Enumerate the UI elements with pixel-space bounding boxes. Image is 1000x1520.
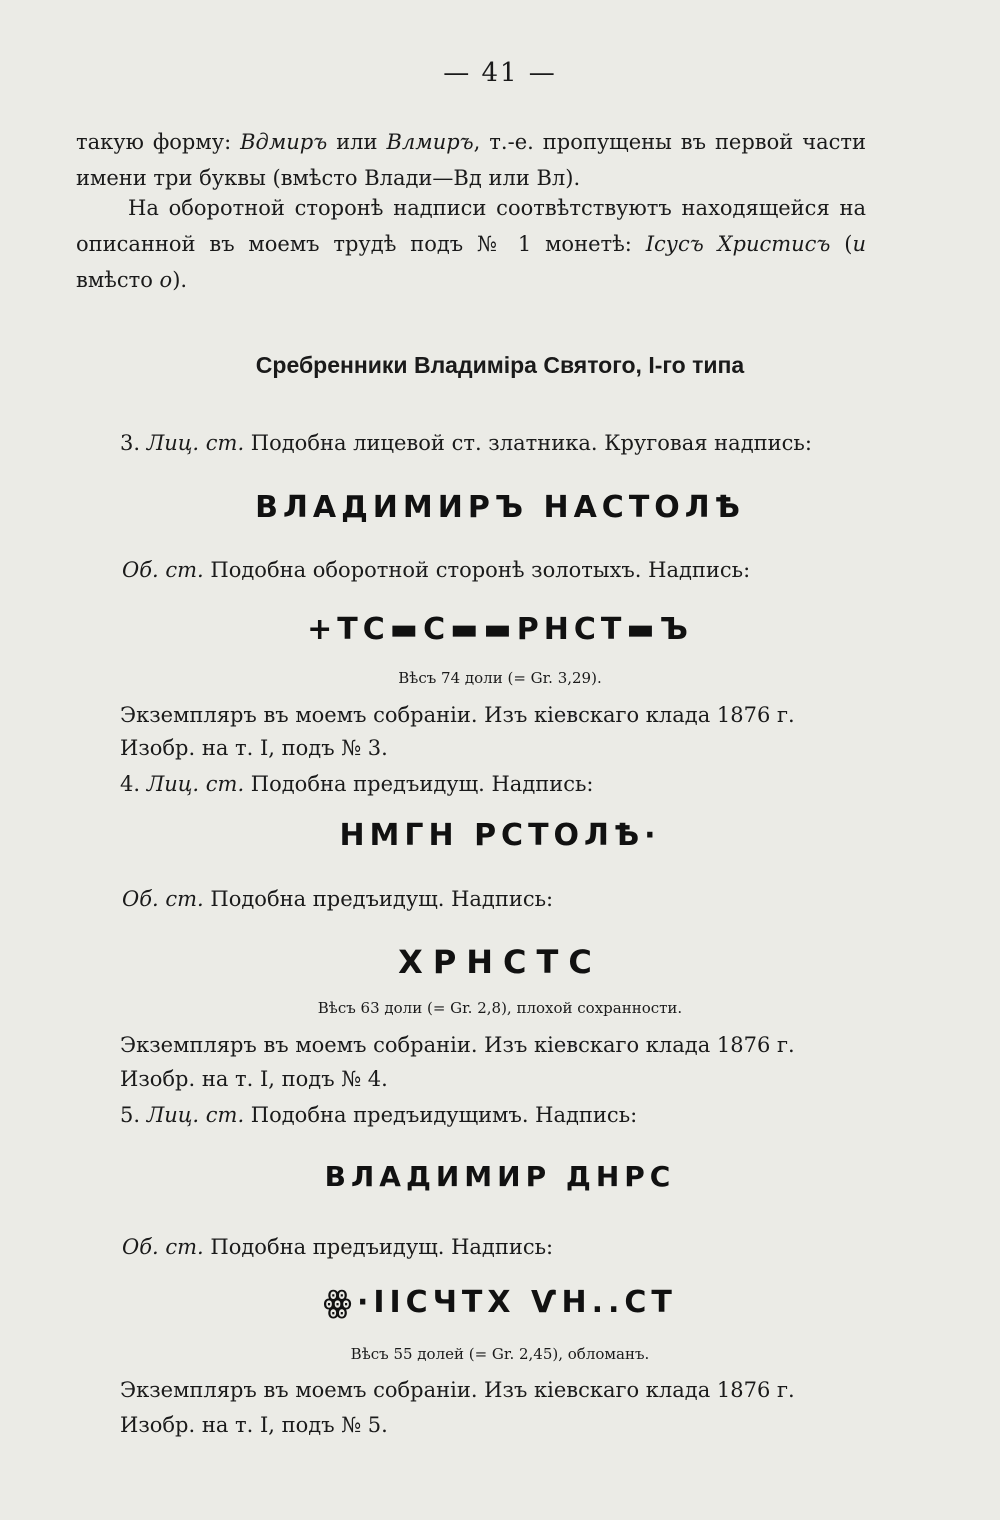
text-run: Подобна предъидущ. Надпись:	[244, 772, 594, 796]
text-run: Подобна предъидущимъ. Надпись:	[244, 1103, 638, 1127]
text-run: вмѣсто	[76, 268, 160, 292]
entry-4-specimen: Экземпляръ въ моемъ собраніи. Изъ кіевскаго клада 1876 г.	[120, 1033, 795, 1057]
entry-3-obverse-desc	[120, 428, 812, 458]
entry-5-specimen: Экземпляръ въ моемъ собраніи. Изъ кіевскаго клада 1876 г.	[120, 1378, 795, 1402]
entry-5-weight: Вѣсъ 55 долей (= Gr. 2,45), обломанъ.	[350, 1345, 650, 1363]
entry-3-weight: Вѣсъ 74 доли (= Gr. 3,29).	[398, 669, 602, 687]
intro-paragraph-1	[76, 124, 866, 196]
text-run: Подобна оборотной сторонѣ золотыхъ. Надпись:	[203, 558, 751, 582]
obverse-abbr: Лиц. ст.	[146, 772, 245, 796]
text-run: ).	[172, 268, 188, 292]
entry-4-reverse-desc	[122, 884, 553, 914]
entry-number: 4.	[120, 772, 147, 796]
entry-4-obverse-desc	[120, 769, 594, 799]
entry-3-specimen: Экземпляръ въ моемъ собраніи. Изъ кіевскаго клада 1876 г.	[120, 703, 795, 727]
obverse-abbr: Лиц. ст.	[146, 1103, 245, 1127]
entry-4-weight: Вѣсъ 63 доли (= Gr. 2,8), плохой сохранности.	[317, 999, 683, 1017]
italic-text: Влмиръ	[386, 130, 474, 154]
reverse-abbr: Об. ст.	[122, 1235, 204, 1259]
text-run: , т.-е. пропущены въ первой части имени три буквы (вмѣсто Влади—Вд или Вл).	[76, 130, 867, 190]
entry-5-obverse-inscription: ВЛАДИМИР ДНРС	[324, 1160, 676, 1193]
entry-3-reverse-desc	[122, 555, 750, 585]
entry-3-reverse-inscription: +ТС▬С▬▬РНСТ▬Ъ	[307, 612, 693, 647]
entry-5-illustration-ref: Изобр. на т. I, подъ № 5.	[120, 1413, 388, 1437]
entry-3-illustration-ref: Изобр. на т. I, подъ № 3.	[120, 736, 388, 760]
text-run: или	[327, 130, 387, 154]
entry-5-reverse-inscription: ꙮ·ІІСЧТХ ѴН..СТ	[323, 1285, 677, 1320]
page-number: — 41 —	[443, 58, 557, 88]
italic-text: о	[159, 268, 173, 292]
text-run: Подобна предъидущ. Надпись:	[203, 1235, 554, 1259]
entry-5-reverse-desc	[122, 1232, 553, 1262]
text-run: такую форму:	[76, 130, 241, 154]
intro-paragraph-2	[76, 190, 866, 298]
reverse-abbr: Об. ст.	[122, 887, 204, 911]
entry-number: 3.	[120, 431, 147, 455]
text-run: На оборотной сторонѣ надписи соотвѣтствуютъ находящейся на описанной въ моемъ трудѣ подъ № 1 монетѣ:	[76, 196, 866, 256]
entry-5-obverse-desc	[120, 1100, 637, 1130]
obverse-abbr: Лиц. ст.	[146, 431, 245, 455]
entry-3-obverse-inscription: ВЛАДИМИРЪ НАСТОЛѢ	[255, 490, 745, 525]
entry-4-illustration-ref: Изобр. на т. I, подъ № 4.	[120, 1067, 388, 1091]
text-run: Подобна предъидущ. Надпись:	[203, 887, 554, 911]
entry-4-obverse-inscription: НМГН РСТОЛѢ·	[339, 818, 661, 853]
italic-text: и	[852, 232, 866, 256]
italic-text: Ісусъ Христисъ	[645, 232, 831, 256]
entry-number: 5.	[120, 1103, 147, 1127]
italic-text: Вдмиръ	[240, 130, 328, 154]
section-heading: Сребренники Владиміра Святого, I-го типа	[255, 352, 745, 378]
entry-4-reverse-inscription: ХРНСТС	[398, 943, 602, 981]
text-run: (	[830, 232, 853, 256]
text-run: Подобна лицевой ст. златника. Круговая надпись:	[244, 431, 812, 455]
reverse-abbr: Об. ст.	[122, 558, 204, 582]
